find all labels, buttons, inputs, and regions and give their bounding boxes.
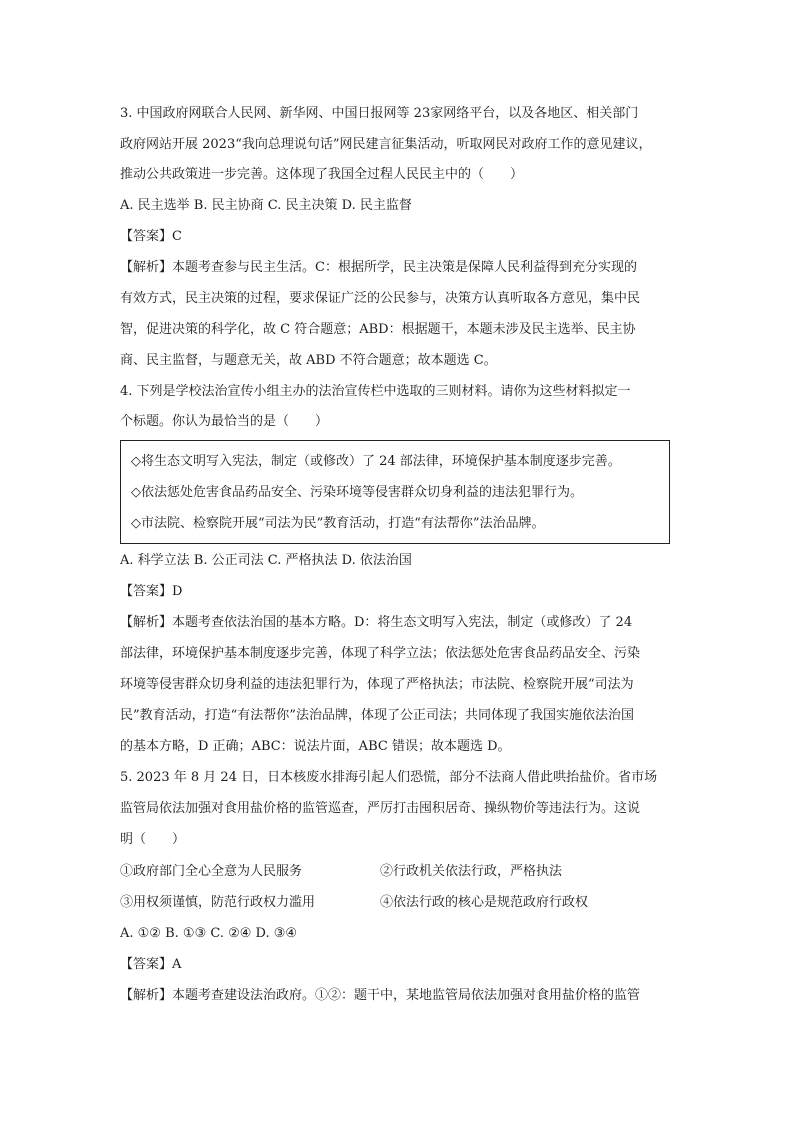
q4-analysis-line-1: 【解析】本题考查依法治国的基本方略。D：将生态文明写入宪法，制定（或修改）了 24 [120, 615, 633, 630]
q4-stem-line-1: 4. 下列是学校法治宣传小组主办的法治宣传栏中选取的三则材料。请你为这些材料拟定一 [120, 384, 631, 399]
q5-analysis-line-1: 【解析】本题考查建设法治政府。①②：题干中，某地监管局依法加强对食用盐价格的监管 [120, 988, 641, 1003]
q4-material-3: ◇市法院、检察院开展“司法为民”教育活动，打造“有法帮你”法治品牌。 [131, 516, 545, 531]
q3-analysis-line-3: 智，促进决策的科学化，故 C 符合题意；ABD：根据题干，本题未涉及民主选举、民主协 [120, 322, 636, 337]
q5-answer: 【答案】A [120, 957, 182, 972]
q4-analysis-line-3: 环境等侵害群众切身利益的违法犯罪行为，体现了严格执法；市法院、检察院开展“司法为 [120, 677, 634, 692]
q5-stem-line-3: 明（ ） [120, 832, 186, 847]
q5-choice-4: ④依法行政的核心是规范政府行政权 [380, 895, 589, 910]
q4-analysis-line-2: 部法律，环境保护基本制度逐步完善，体现了科学立法；依法惩处危害食品药品安全、污染 [120, 646, 641, 661]
q4-material-2: ◇依法惩处危害食品药品安全、污染环境等侵害群众切身利益的违法犯罪行为。 [131, 485, 583, 500]
q3-stem-line-3: 推动公共政策进一步完善。这体现了我国全过程人民民主中的（ ） [120, 167, 524, 182]
q4-options: A. 科学立法 B. 公正司法 C. 严格执法 D. 依法治国 [120, 553, 412, 568]
q3-options: A. 民主选举 B. 民主协商 C. 民主决策 D. 民主监督 [120, 198, 412, 213]
q5-choice-3: ③用权须谨慎，防范行政权力滥用 [120, 895, 316, 910]
q3-stem-line-1: 3. 中国政府网联合人民网、新华网、中国日报网等 23家网络平台，以及各地区、相关部门 [120, 106, 639, 121]
q3-analysis-line-4: 商、民主监督，与题意无关，故 ABD 不符合题意；故本题选 C。 [120, 353, 497, 368]
q3-stem-line-2: 政府网站开展 2023“我向总理说句话”网民建言征集活动，听取网民对政府工作的意见建议， [120, 137, 652, 152]
q4-material-1: ◇将生态文明写入宪法，制定（或修改）了 24 部法律，环境保护基本制度逐步完善。 [131, 454, 621, 469]
q5-choice-2: ②行政机关依法行政，严格执法 [380, 864, 563, 879]
q5-options: A. ①② B. ①③ C. ②④ D. ③④ [120, 926, 298, 941]
q4-material-box [120, 440, 670, 544]
q4-analysis-line-4: 民”教育活动，打造“有法帮你”法治品牌，体现了公正司法；共同体现了我国实施依法治国 [120, 708, 634, 723]
q5-stem-line-2: 监管局依法加强对食用盐价格的监管巡查，严厉打击囤积居奇、操纵物价等违法行为。这说 [120, 801, 641, 816]
q4-stem-line-2: 个标题。你认为最恰当的是（ ） [120, 414, 329, 429]
q4-answer: 【答案】D [120, 584, 183, 599]
q3-analysis-line-2: 有效方式，民主决策的过程，要求保证广泛的公民参与，决策方认真听取各方意见，集中民 [120, 291, 641, 306]
q3-answer: 【答案】C [120, 229, 182, 244]
q5-choice-1: ①政府部门全心全意为人民服务 [120, 864, 303, 879]
q4-analysis-line-5: 的基本方略，D 正确；ABC：说法片面，ABC 错误；故本题选 D。 [120, 739, 511, 754]
q3-analysis-line-1: 【解析】本题考查参与民主生活。C：根据所学，民主决策是保障人民利益得到充分实现的 [120, 260, 637, 275]
q5-stem-line-1: 5. 2023 年 8 月 24 日，日本核废水排海引起人们恐慌，部分不法商人借此哄抬盐价。省市场 [120, 770, 658, 785]
